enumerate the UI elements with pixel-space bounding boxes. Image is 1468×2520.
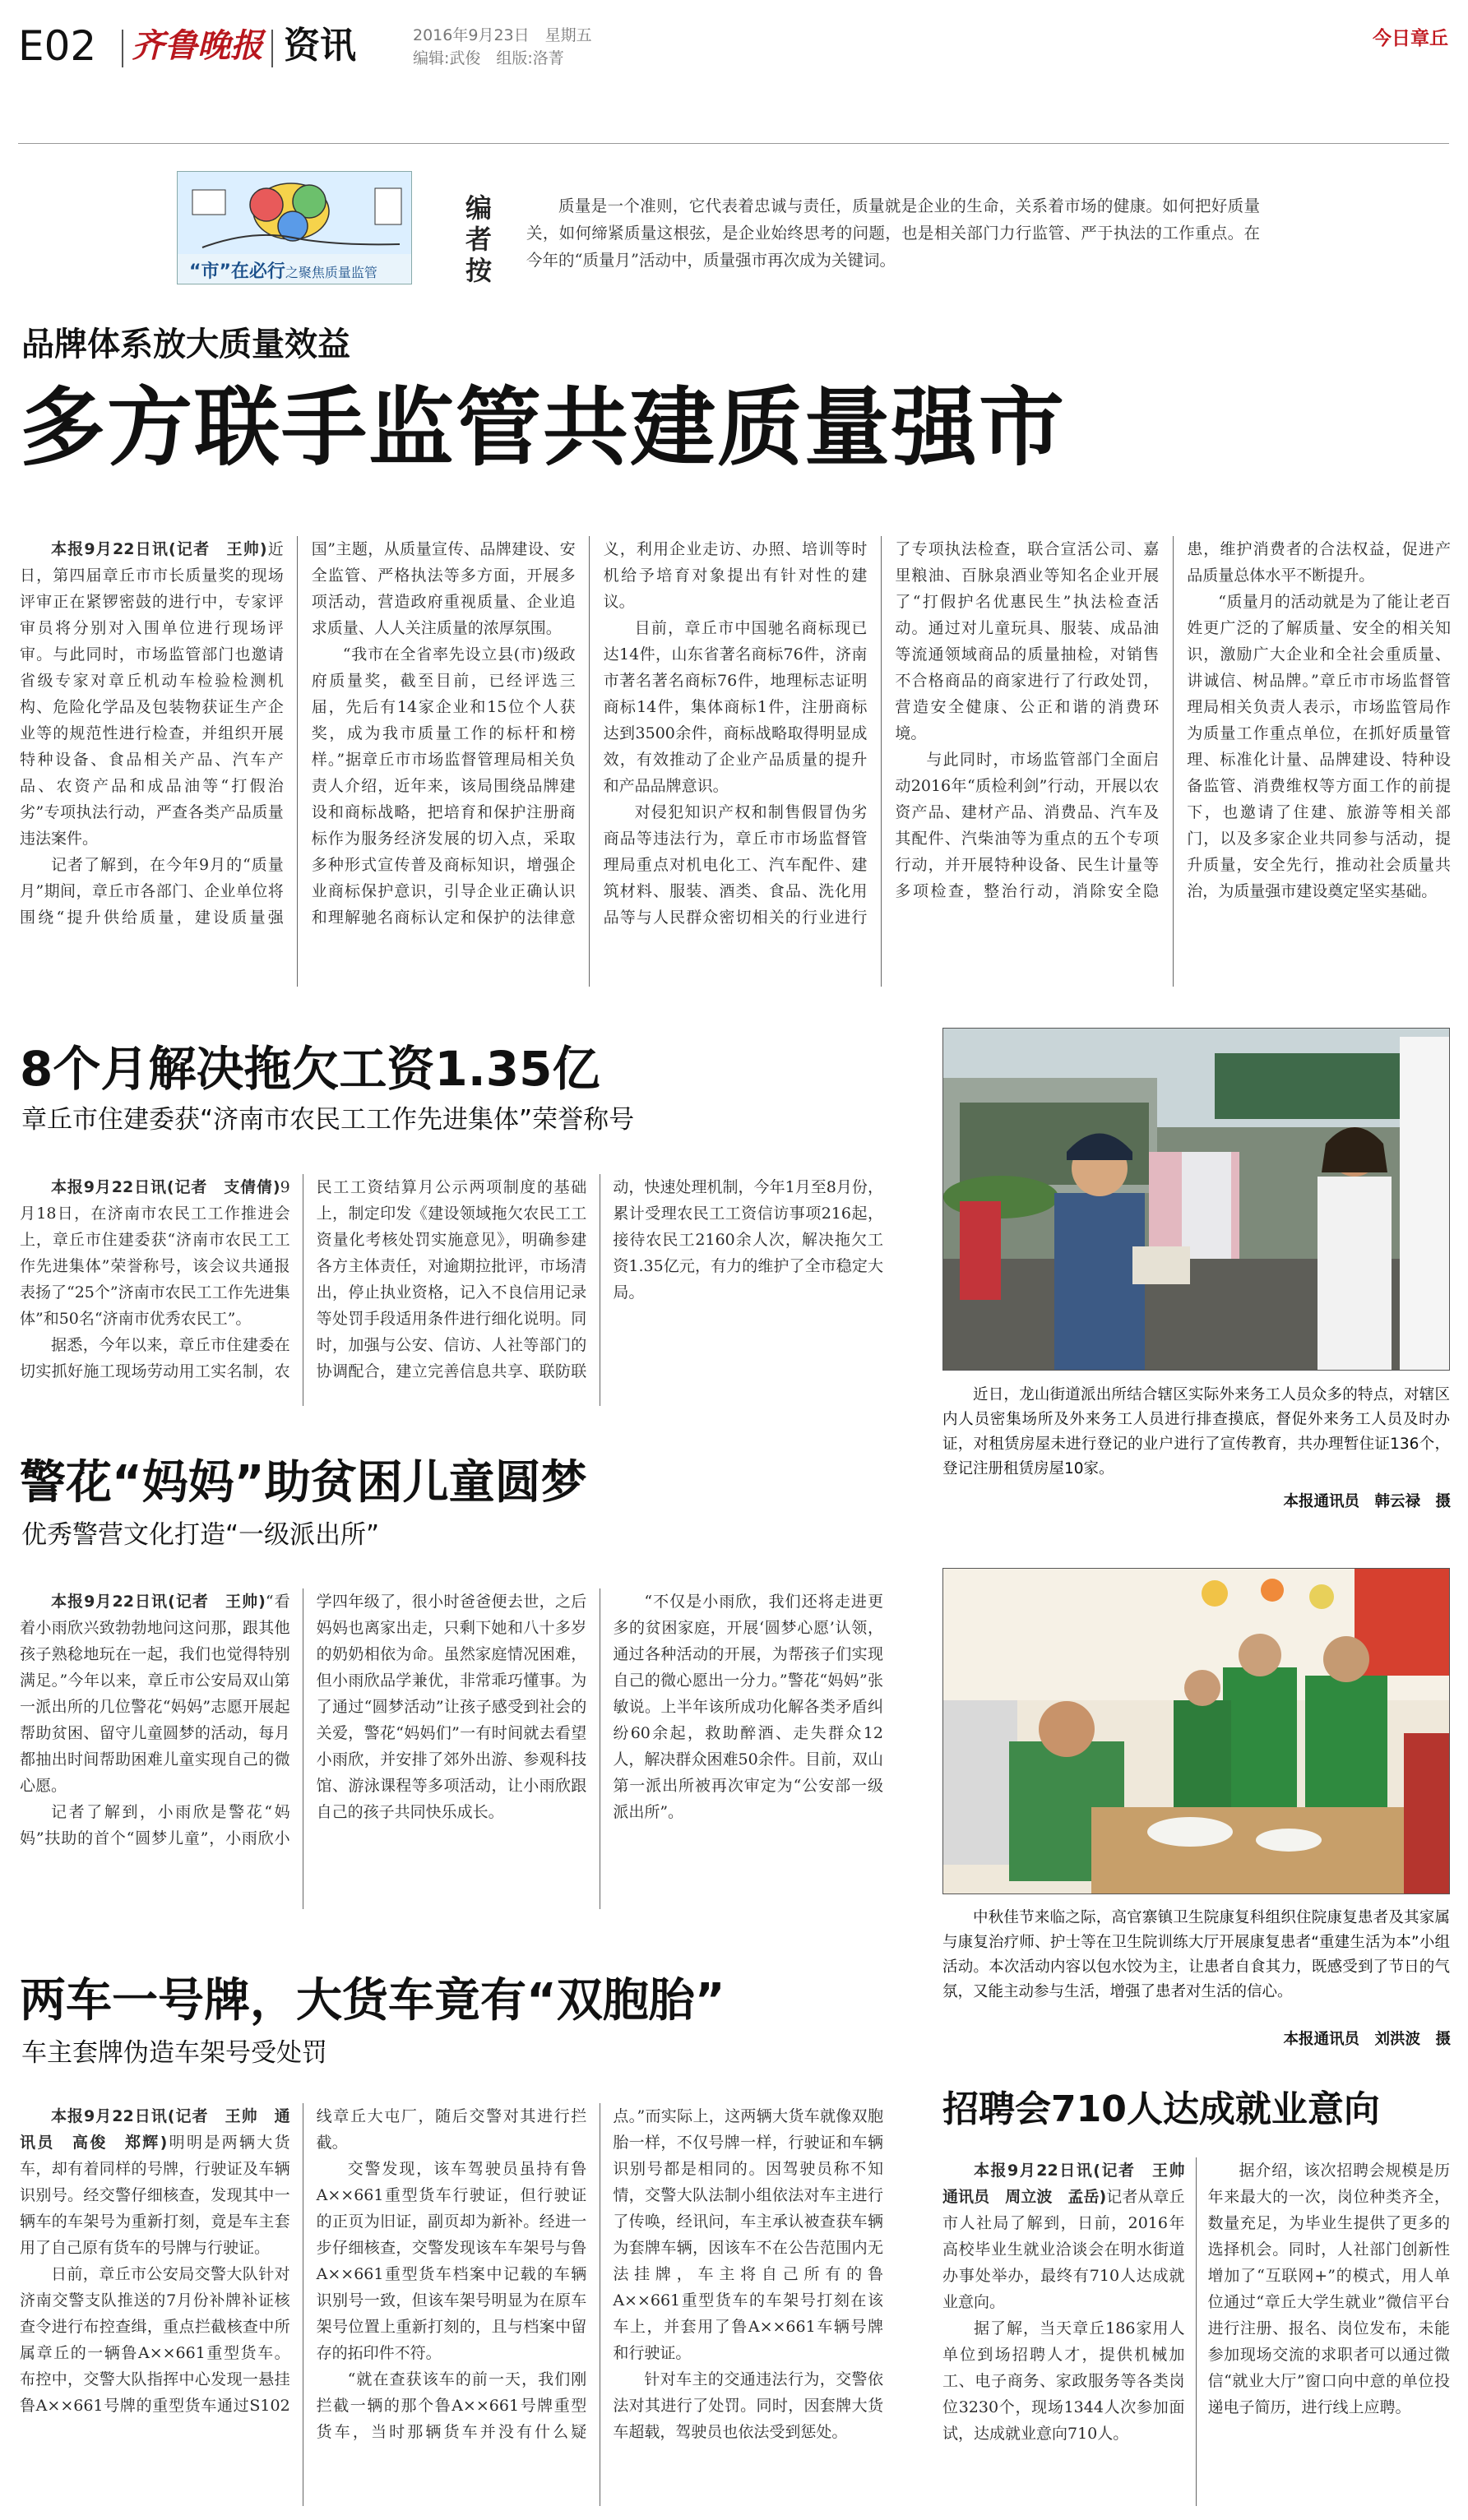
editor-note-text: 质量是一个准则，它代表着忠诚与责任，质量就是企业的生命，关系着市场的健康。如何把好质量关，如何缔紧质量这根弦，是企业始终思考的问题，也是相关部门力行监管、严于执法的工作重点。在今年的“质量月”活动中，质量强市再次成为关键词。 (526, 197, 1260, 270)
article3-paragraph (20, 1588, 290, 1799)
article4-text: 明明是两辆大货车，却有着同样的号牌，行驶证及车辆识别号。经交警仔细核查，发现其中一辆车的车架号为重新打刻，竟是车主套用了自己原有货车的号牌与行驶证。 (20, 2134, 290, 2257)
article3-paragraph: “不仅是小雨欣，我们还将走进更多的贫困家庭，开展‘圆梦心愿’认领，通过各种活动的开展，为帮孩子们实现自己的微心愿出一分力。”警花“妈妈”张敏说。上半年该所成功化解各类矛盾纠纷60余起，救助醉酒、走失群众12人，解决群众困难50余件。目前，双山第一派出所被再次审定为“公安部一级派出所”。 (613, 1593, 883, 1821)
article4-body (20, 2103, 883, 2506)
article4-paragraph (20, 2103, 290, 2261)
column-badge-illustration (178, 172, 412, 254)
photo-police-check-image (943, 1029, 1450, 1371)
article3-subhead: 优秀警营文化打造“一级派出所” (21, 1520, 380, 1550)
article2-headline: 8个月解决拖欠工资1.35亿 (20, 1041, 600, 1097)
editor-credits: 编辑:武俊 组版:洛菁 (413, 49, 564, 67)
photo2-caption: 中秋佳节来临之际，高官寨镇卫生院康复科组织住院康复患者及其家属与康复治疗师、护士等在卫生院训练大厅开展康复患者“重建生活为本”小组活动。本次活动内容以包水饺为主，让患者自食其力，既感受到了节日的气氛，又能主动参与生活，增强了患者对生活的信心。 (942, 1909, 1450, 2000)
editor-note (526, 192, 1260, 276)
article1-paragraph (20, 536, 284, 852)
article5-paragraph (942, 2157, 1201, 2315)
article1-paragraph: “质量月的活动就是为了能让老百姓更广泛的了解质量、安全的相关知识，激励广大企业和全社会重质量、讲诚信、树品牌。”章丘市市场监督管理局相关负责人表示，市场监管局作为质量工作重点单位，在抓好质量管理、标准化计量、品牌建设、特种设备监管、消费维权等方面工作的前提下，也邀请了住建、旅游等相关部门，以及多家企业共同参与活动，提升质量，安全先行，推动社会质量共治，为质量强市建设奠定坚实基础。 (1187, 593, 1451, 900)
issue-date: 2016年9月23日 星期五 (413, 26, 592, 44)
article1-text: 近日，第四届章丘市市长质量奖的现场评审正在紧锣密鼓的进行中，专家评审员将分别对入围单位进行现场评审。与此同时，市场监管部门也邀请省级专家对章丘机动车检验检测机构、危险化学品及包装物获证生产企业等的规范性进行检查，并组织开展特种设备、食品相关产品、汽车产品、农资产品和成品油等“打假治劣”专项执法行动，严查各类产品质量违法案件。 (20, 540, 284, 848)
paper-logo: 齐鲁晚报 (132, 26, 263, 65)
article4-paragraph: 交警发现，该车驾驶员虽持有鲁A××661重型货车行驶证，但行驶证的正页为旧证，副页却为新补。经进一步仔细核查，交警发现该车车架号与鲁A××661重型货车档案中记载的车辆识别号一致，但该车架号明显为在原车架号位置上重新打刻的，且与档案中留存的拓印件不符。 (316, 2160, 587, 2362)
article1-paragraph: 目前，章丘市中国驰名商标现已达14件，山东省著名商标76件，济南市著名著名商标76件，地理标志证明商标14件，集体商标1件，注册商标达到3500余件，商标战略取得明显成效，有效推动了企业产品质量的提升和产品品牌意识。 (603, 619, 868, 795)
column-badge (177, 171, 412, 284)
article4-paragraph: “就在查获该车的前一天，我们刚拦截一辆的那个鲁A××661号牌重型货车，当时那辆货车并没有什么疑点。”而实际上，这两辆大货车就像双胞胎一样，不仅号牌一样，行驶证和车辆识别号都是相同的。因驾驶员称不知情，交警大队法制小组依法对车主进行了传唤，经讯问，车主承认被查获车辆为套牌车辆，因该车不在公告范围内无法挂牌，车主将自己所有的鲁A××661重型货车的车架号打刻在该车上，并套用了鲁A××661车辆号牌和行驶证。 (316, 2107, 883, 2441)
article4-paragraph: 日前，章丘市公安局交警大队针对济南交警支队推送的7月份补牌补证核查令进行布控查缉，重点拦截核查中所属章丘的一辆鲁A××661重型货车。布控中，交警大队指挥中心发现一悬挂鲁A××661号牌的重型货车通过S102线章丘大屯厂，随后交警对其进行拦截。 (20, 2107, 587, 2415)
masthead-divider-2 (271, 30, 273, 67)
article5-headline: 招聘会710人达成就业意向 (942, 2088, 1380, 2130)
section-title: 资讯 (284, 25, 356, 67)
photo-police-check (942, 1028, 1450, 1371)
masthead-rule (18, 143, 1449, 144)
article3-body (20, 1588, 883, 1909)
article5-paragraph: 据介绍，该次招聘会规模是历年来最大的一次，岗位种类齐全，数量充足，为毕业生提供了更多的选择机会。同时，人社部门创新性增加了“互联网+”的模式，用人单位通过“章丘大学生就业”微信平台进行注册、报名、岗位发布，未能参加现场交流的求职者可以通过微信“就业大厅”窗口向中意的单位投递电子简历，进行线上应聘。 (1207, 2162, 1450, 2416)
article1-paragraph: 与此同时，市场监管部门全面启动2016年“质检利剑”行动，开展以农资产品、建材产品、消费品、汽车及其配件、汽柴油等为重点的五个专项行动，并开展特种设备、民生计量等多项检查，整治行动，消除安全隐患，维护消费者的合法权益，促进产品质量总体水平不断提升。 (895, 540, 1451, 900)
article3-byline: 本报9月22日讯(记者 王帅) (51, 1593, 266, 1611)
page-number: E02 (18, 22, 97, 70)
editor-note-label: 编者按 (465, 192, 493, 286)
article3-text: “看着小雨欣兴致勃勃地问这问那，跟其他孩子熟稔地玩在一起，我们也觉得特别满足。”今年以来，章丘市公安局双山第一派出所的几位警花“妈妈”志愿开展起帮助贫困、留守儿童圆梦的活动，每月都抽出时间帮助困难儿童实现自己的微心愿。 (20, 1593, 290, 1795)
article4-paragraph: 针对车主的交通违法行为，交警依法对其进行了处罚。同时，因套牌大货车超载，驾驶员也依法受到惩处。 (613, 2370, 883, 2441)
article5-paragraph: 据了解，当天章丘186家用人单位到场招聘人才，提供机械加工、电子商务、家政服务等各类岗位3230个，现场1344人次参加面试，达成就业意向710人。 (942, 2319, 1185, 2443)
article2-byline: 本报9月22日讯(记者 支倩倩) (51, 1178, 280, 1196)
article4-byline: 本报9月22日讯(记者 王帅 通讯员 高俊 郑辉) (20, 2107, 290, 2152)
article1-paragraph: 记者了解到，在今年9月的“质量月”期间，章丘市各部门、企业单位将围绕“提升供给质量，建设质量强国”主题，从质量宣传、品牌建设、安全监管、严格执法等多方面，开展多项活动，营造政府重视质量、企业追求质量、人人关注质量的浓厚氛围。 (20, 540, 576, 927)
masthead-divider (122, 30, 123, 67)
article1-paragraph: 对侵犯知识产权和制售假冒伪劣商品等违法行为，章丘市市场监督管理局重点对机电化工、汽车配件、建筑材料、服装、酒类、食品、洗化用品等与人民群众密切相关的行业进行了专项执法检查，联合宣活公司、嘉里粮油、百脉泉酒业等知名企业开展了“打假护名优惠民生”执法检查活动。通过对儿童玩具、服装、成品油等流通领域商品的质量抽检，对销售不合格商品的商家进行了行政处罚，营造安全健康、公正和谐的消费环境。 (603, 540, 1160, 927)
article3-headline: 警花“妈妈”助贫困儿童圆梦 (20, 1456, 587, 1510)
column-badge-subtitle: 之聚焦质量监管 (285, 265, 377, 280)
article5-byline: 本报9月22日讯(记者 王帅 通讯员 周立波 孟岳) (942, 2162, 1201, 2206)
photo2-credit: 本报通讯员 刘洪波 摄 (1283, 2031, 1451, 2048)
photo1-caption-block (942, 1383, 1450, 1506)
article5-body (942, 2157, 1450, 2506)
article1-kicker: 品牌体系放大质量效益 (21, 326, 350, 363)
photo2-caption-block (942, 1906, 1450, 2029)
article2-subhead: 章丘市住建委获“济南市农民工工作先进集体”荣誉称号 (21, 1105, 635, 1135)
photo1-credit: 本报通讯员 韩云禄 摄 (1283, 1493, 1451, 1510)
masthead (0, 0, 1468, 79)
article5-text: 记者从章丘市人社局了解到，日前，2016年高校毕业生就业洽谈会在明水街道办事处举办，最终有710人达成就业意向。 (942, 2188, 1185, 2311)
article1-body (20, 536, 1451, 987)
column-badge-title: “市”在必行 (189, 261, 285, 282)
article4-headline: 两车一号牌，大货车竟有“双胞胎” (20, 1974, 725, 2028)
photo-dumpling-activity (942, 1568, 1450, 1894)
article2-text: 9月18日，在济南市农民工工作推进会上，章丘市住建委获“济南市农民工工作先进集体”荣誉称号，该会议共通报表扬了“25个”济南市农民工工作先进集体”和50名“济南市优秀农民工”。 (20, 1178, 290, 1328)
article1-paragraph: “我市在全省率先设立县(市)级政府质量奖，截至目前，已经评选三届，先后有14家企业和15位个人获奖，成为我市质量工作的标杆和榜样。”据章丘市市场监督管理局相关负责人介绍，近年来，该局围绕品牌建设和商标战略，把培育和保护注册商标作为服务经济发展的切入点，采取多种形式宣传普及商标知识，增强企业商标保护意识，引导企业正确认识和理解驰名商标认定和保护的法律意义，利用企业走访、办照、培训等时机给予培育对象提出有针对性的建议。 (311, 540, 868, 927)
article2-body (20, 1174, 883, 1406)
article4-subhead: 车主套牌伪造车架号受处罚 (21, 2038, 327, 2068)
article3-paragraph: 记者了解到，小雨欣是警花“妈妈”扶助的首个“圆梦儿童”，小雨欣小学四年级了，很小时爸爸便去世，之后妈妈也离家出走，只剩下她和八十多岁的奶奶相依为命。虽然家庭情况困难，但小雨欣品学兼优，非常乖巧懂事。为了通过“圆梦活动”让孩子感受到社会的关爱，警花“妈妈们”一有时间就去看望小雨欣，并安排了郊外出游、参观科技馆、游泳课程等多项活动，让小雨欣跟自己的孩子共同快乐成长。 (20, 1593, 587, 1847)
photo-dumpling-activity-image (943, 1569, 1450, 1894)
article2-paragraph: 据悉，今年以来，章丘市住建委在切实抓好施工现场劳动用工实名制，农民工工资结算月公示两项制度的基础上，制定印发《建设领域拖欠农民工工资量化考核处罚实施意见》，明确参建各方主体责任，对逾期拉批评，市场清出，停止执业资格，记入不良信用记录等处罚手段适用条件进行细化说明。同时，加强与公安、信访、人社等部门的协调配合，建立完善信息共享、联防联动，快速处理机制，今年1月至8月份，累计受理农民工工资信访事项216起，接待农民工2160余人次，解决拖欠工资1.35亿元，有力的维护了全市稳定大局。 (20, 1178, 883, 1380)
photo1-caption: 近日，龙山街道派出所结合辖区实际外来务工人员众多的特点，对辖区内人员密集场所及外来务工人员进行排查摸底，督促外来务工人员及时办证，对租赁房屋未进行登记的业户进行了宣传教育，共办理暂住证136个，登记注册租赁房屋10家。 (942, 1386, 1450, 1477)
article2-paragraph (20, 1174, 290, 1332)
article1-byline: 本报9月22日讯(记者 王帅) (51, 540, 267, 558)
edition-name: 今日章丘 (1373, 28, 1448, 49)
article1-headline: 多方联手监管共建质量强市 (20, 377, 1067, 478)
